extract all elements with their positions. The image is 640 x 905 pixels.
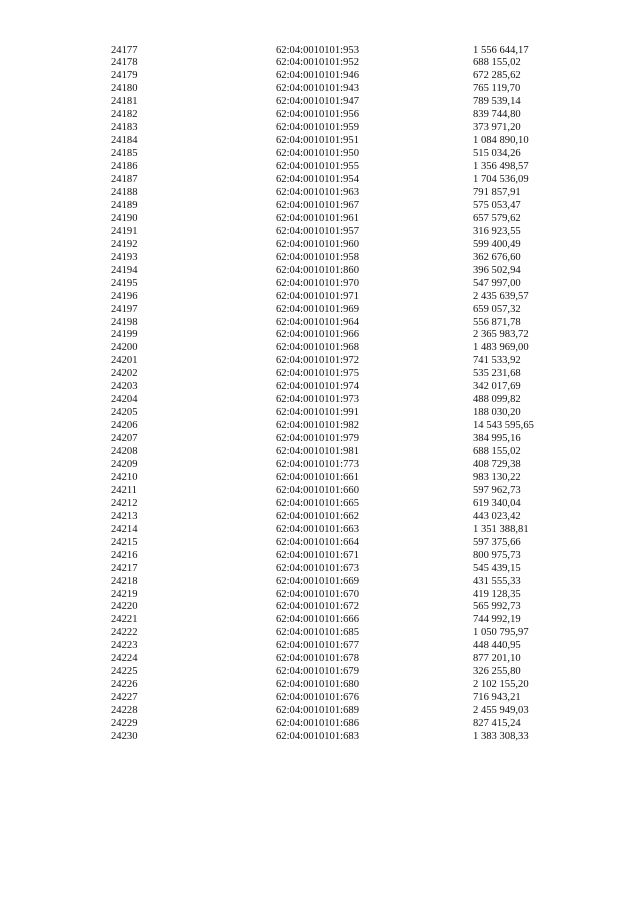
table-row (0, 278, 640, 291)
row-number: 24210 (111, 471, 138, 483)
table-row (0, 537, 640, 550)
cadastral-number: 62:04:0010101:951 (276, 135, 359, 147)
table-row (0, 135, 640, 148)
cadastral-number: 62:04:0010101:991 (276, 407, 359, 419)
row-number: 24207 (111, 433, 138, 445)
row-number: 24185 (111, 148, 138, 160)
cadastral-number: 62:04:0010101:960 (276, 238, 359, 250)
cadastral-number: 62:04:0010101:982 (276, 420, 359, 432)
row-number: 24214 (111, 523, 138, 535)
table-row (0, 640, 640, 653)
table-row (0, 601, 640, 614)
cadastral-number: 62:04:0010101:683 (276, 731, 359, 743)
table-row (0, 122, 640, 135)
table-row (0, 589, 640, 602)
cadastral-value: 373 971,20 (473, 122, 521, 134)
cadastral-value: 1 483 969,00 (473, 342, 529, 354)
cadastral-value: 1 383 308,33 (473, 731, 529, 743)
cadastral-number: 62:04:0010101:678 (276, 653, 359, 665)
table-row (0, 342, 640, 355)
cadastral-value: 488 099,82 (473, 394, 521, 406)
cadastral-number: 62:04:0010101:666 (276, 614, 359, 626)
row-number: 24194 (111, 264, 138, 276)
table-row (0, 381, 640, 394)
table-row (0, 666, 640, 679)
cadastral-value: 657 579,62 (473, 212, 521, 224)
cadastral-number: 62:04:0010101:663 (276, 523, 359, 535)
row-number: 24222 (111, 627, 138, 639)
row-number: 24213 (111, 510, 138, 522)
row-number: 24211 (111, 484, 138, 496)
table-row (0, 718, 640, 731)
cadastral-value: 362 676,60 (473, 251, 521, 263)
table-row (0, 317, 640, 330)
row-number: 24198 (111, 316, 138, 328)
cadastral-value: 14 543 595,65 (473, 420, 534, 432)
cadastral-number: 62:04:0010101:966 (276, 329, 359, 341)
row-number: 24193 (111, 251, 138, 263)
cadastral-number: 62:04:0010101:971 (276, 290, 359, 302)
row-number: 24187 (111, 174, 138, 186)
cadastral-value: 741 533,92 (473, 355, 521, 367)
cadastral-value: 408 729,38 (473, 459, 521, 470)
table-row (0, 355, 640, 368)
row-number: 24200 (111, 342, 138, 354)
cadastral-value: 443 023,42 (473, 510, 521, 522)
cadastral-number: 62:04:0010101:946 (276, 70, 359, 82)
row-number: 24228 (111, 705, 138, 717)
row-number: 24197 (111, 303, 138, 315)
table-row (0, 653, 640, 666)
table-row (0, 472, 640, 485)
cadastral-value: 597 375,66 (473, 536, 521, 548)
row-number: 24191 (111, 225, 138, 237)
cadastral-number: 62:04:0010101:671 (276, 549, 359, 561)
row-number: 24212 (111, 497, 138, 509)
table-row (0, 252, 640, 265)
cadastral-number: 62:04:0010101:952 (276, 57, 359, 69)
table-row (0, 394, 640, 407)
table-row (0, 550, 640, 563)
row-number: 24190 (111, 212, 138, 224)
cadastral-number: 62:04:0010101:964 (276, 316, 359, 328)
row-number: 24186 (111, 161, 138, 173)
cadastral-value: 565 992,73 (473, 601, 521, 613)
cadastral-number: 62:04:0010101:680 (276, 679, 359, 691)
cadastral-value: 597 962,73 (473, 484, 521, 496)
row-number: 24204 (111, 394, 138, 406)
table-row (0, 226, 640, 239)
row-number: 24216 (111, 549, 138, 561)
cadastral-number: 62:04:0010101:947 (276, 96, 359, 108)
row-number: 24203 (111, 381, 138, 393)
row-number: 24183 (111, 122, 138, 134)
table-row (0, 368, 640, 381)
cadastral-value: 515 034,26 (473, 148, 521, 160)
cadastral-value: 448 440,95 (473, 640, 521, 652)
row-number: 24220 (111, 601, 138, 613)
cadastral-number: 62:04:0010101:963 (276, 186, 359, 198)
cadastral-value: 1 084 890,10 (473, 135, 529, 147)
table-row (0, 174, 640, 187)
cadastral-number: 62:04:0010101:664 (276, 536, 359, 548)
row-number: 24218 (111, 575, 138, 587)
table-row (0, 291, 640, 304)
cadastral-number: 62:04:0010101:685 (276, 627, 359, 639)
cadastral-value: 556 871,78 (473, 316, 521, 328)
table-row (0, 70, 640, 83)
table-row (0, 511, 640, 524)
cadastral-value: 839 744,80 (473, 109, 521, 121)
cadastral-number: 62:04:0010101:860 (276, 264, 359, 276)
table-row (0, 485, 640, 498)
row-number: 24188 (111, 186, 138, 198)
table-row (0, 498, 640, 511)
table-row (0, 161, 640, 174)
cadastral-value: 396 502,94 (473, 264, 521, 276)
cadastral-value: 1 704 536,09 (473, 174, 529, 186)
cadastral-number: 62:04:0010101:979 (276, 433, 359, 445)
cadastral-number: 62:04:0010101:660 (276, 484, 359, 496)
cadastral-number: 62:04:0010101:953 (276, 44, 359, 56)
row-number: 24178 (111, 57, 138, 69)
cadastral-number: 62:04:0010101:679 (276, 666, 359, 678)
cadastral-value: 672 285,62 (473, 70, 521, 82)
cadastral-number: 62:04:0010101:955 (276, 161, 359, 173)
table-row (0, 731, 640, 744)
row-number: 24179 (111, 70, 138, 82)
row-number: 24181 (111, 96, 138, 108)
row-number: 24180 (111, 83, 138, 95)
cadastral-number: 62:04:0010101:950 (276, 148, 359, 160)
cadastral-number: 62:04:0010101:967 (276, 199, 359, 211)
cadastral-value: 983 130,22 (473, 471, 521, 483)
cadastral-value: 547 997,00 (473, 277, 521, 289)
cadastral-number: 62:04:0010101:956 (276, 109, 359, 121)
table-row (0, 304, 640, 317)
cadastral-number: 62:04:0010101:958 (276, 251, 359, 263)
table-row (0, 614, 640, 627)
cadastral-value: 619 340,04 (473, 497, 521, 509)
cadastral-value: 599 400,49 (473, 238, 521, 250)
cadastral-number: 62:04:0010101:961 (276, 212, 359, 224)
row-number: 24208 (111, 446, 138, 458)
cadastral-value: 1 356 498,57 (473, 161, 529, 173)
table-row (0, 57, 640, 70)
row-number: 24196 (111, 290, 138, 302)
cadastral-value: 545 439,15 (473, 562, 521, 574)
cadastral-number: 62:04:0010101:662 (276, 510, 359, 522)
cadastral-number: 62:04:0010101:968 (276, 342, 359, 354)
row-number: 24199 (111, 329, 138, 341)
table-row (0, 109, 640, 122)
cadastral-value: 2 455 949,03 (473, 705, 529, 717)
row-number: 24192 (111, 238, 138, 250)
row-number: 24217 (111, 562, 138, 574)
cadastral-number: 62:04:0010101:670 (276, 588, 359, 600)
cadastral-value: 2 365 983,72 (473, 329, 529, 341)
cadastral-value: 791 857,91 (473, 186, 521, 198)
cadastral-number: 62:04:0010101:773 (276, 459, 359, 470)
table-row (0, 459, 640, 472)
table-row (0, 692, 640, 705)
row-number: 24225 (111, 666, 138, 678)
cadastral-number: 62:04:0010101:676 (276, 692, 359, 704)
cadastral-number: 62:04:0010101:972 (276, 355, 359, 367)
cadastral-value: 316 923,55 (473, 225, 521, 237)
cadastral-value: 326 255,80 (473, 666, 521, 678)
cadastral-value: 716 943,21 (473, 692, 521, 704)
row-number: 24202 (111, 368, 138, 380)
table-row (0, 627, 640, 640)
row-number: 24205 (111, 407, 138, 419)
table-row (0, 563, 640, 576)
row-number: 24219 (111, 588, 138, 600)
cadastral-value: 1 351 388,81 (473, 523, 529, 535)
cadastral-number: 62:04:0010101:673 (276, 562, 359, 574)
cadastral-value: 384 995,16 (473, 433, 521, 445)
cadastral-value: 827 415,24 (473, 718, 521, 730)
cadastral-number: 62:04:0010101:969 (276, 303, 359, 315)
cadastral-value: 877 201,10 (473, 653, 521, 665)
cadastral-number: 62:04:0010101:943 (276, 83, 359, 95)
cadastral-number: 62:04:0010101:954 (276, 174, 359, 186)
row-number: 24201 (111, 355, 138, 367)
table-row (0, 407, 640, 420)
cadastral-value: 688 155,02 (473, 57, 521, 69)
cadastral-value: 1 050 795,97 (473, 627, 529, 639)
cadastral-number: 62:04:0010101:689 (276, 705, 359, 717)
table-row (0, 239, 640, 252)
table-row (0, 45, 640, 58)
table-row (0, 705, 640, 718)
row-number: 24184 (111, 135, 138, 147)
row-number: 24215 (111, 536, 138, 548)
cadastral-value: 2 435 639,57 (473, 290, 529, 302)
table-row (0, 213, 640, 226)
row-number: 24229 (111, 718, 138, 730)
row-number: 24189 (111, 199, 138, 211)
cadastral-number: 62:04:0010101:677 (276, 640, 359, 652)
table-row (0, 96, 640, 109)
table-row (0, 329, 640, 342)
cadastral-value: 431 555,33 (473, 575, 521, 587)
cadastral-value: 789 539,14 (473, 96, 521, 108)
cadastral-value: 2 102 155,20 (473, 679, 529, 691)
row-number: 24209 (111, 459, 138, 470)
cadastral-number: 62:04:0010101:669 (276, 575, 359, 587)
row-number: 24195 (111, 277, 138, 289)
cadastral-value: 188 030,20 (473, 407, 521, 419)
cadastral-number: 62:04:0010101:665 (276, 497, 359, 509)
row-number: 24224 (111, 653, 138, 665)
row-number: 24223 (111, 640, 138, 652)
cadastral-number: 62:04:0010101:973 (276, 394, 359, 406)
cadastral-value: 342 017,69 (473, 381, 521, 393)
table-row (0, 524, 640, 537)
cadastral-value: 800 975,73 (473, 549, 521, 561)
cadastral-value: 535 231,68 (473, 368, 521, 380)
cadastral-number: 62:04:0010101:959 (276, 122, 359, 134)
table-row (0, 420, 640, 433)
table-row (0, 200, 640, 213)
table-row (0, 433, 640, 446)
cadastral-number: 62:04:0010101:975 (276, 368, 359, 380)
row-number: 24221 (111, 614, 138, 626)
table-row (0, 187, 640, 200)
cadastral-value: 1 556 644,17 (473, 44, 529, 56)
cadastral-value: 688 155,02 (473, 446, 521, 458)
row-number: 24227 (111, 692, 138, 704)
row-number: 24182 (111, 109, 138, 121)
cadastral-number: 62:04:0010101:981 (276, 446, 359, 458)
table-row (0, 679, 640, 692)
row-number: 24226 (111, 679, 138, 691)
cadastral-number: 62:04:0010101:672 (276, 601, 359, 613)
cadastral-number: 62:04:0010101:661 (276, 471, 359, 483)
cadastral-number: 62:04:0010101:957 (276, 225, 359, 237)
cadastral-value: 765 119,70 (473, 83, 521, 95)
data-table (0, 45, 640, 744)
row-number: 24177 (111, 44, 138, 56)
row-number: 24230 (111, 731, 138, 743)
cadastral-number: 62:04:0010101:974 (276, 381, 359, 393)
cadastral-value: 744 992,19 (473, 614, 521, 626)
cadastral-value: 575 053,47 (473, 199, 521, 211)
table-row (0, 83, 640, 96)
cadastral-number: 62:04:0010101:970 (276, 277, 359, 289)
cadastral-value: 659 057,32 (473, 303, 521, 315)
row-number: 24206 (111, 420, 138, 432)
table-row (0, 446, 640, 459)
cadastral-number: 62:04:0010101:686 (276, 718, 359, 730)
table-row (0, 576, 640, 589)
table-row (0, 265, 640, 278)
cadastral-value: 419 128,35 (473, 588, 521, 600)
table-row (0, 148, 640, 161)
